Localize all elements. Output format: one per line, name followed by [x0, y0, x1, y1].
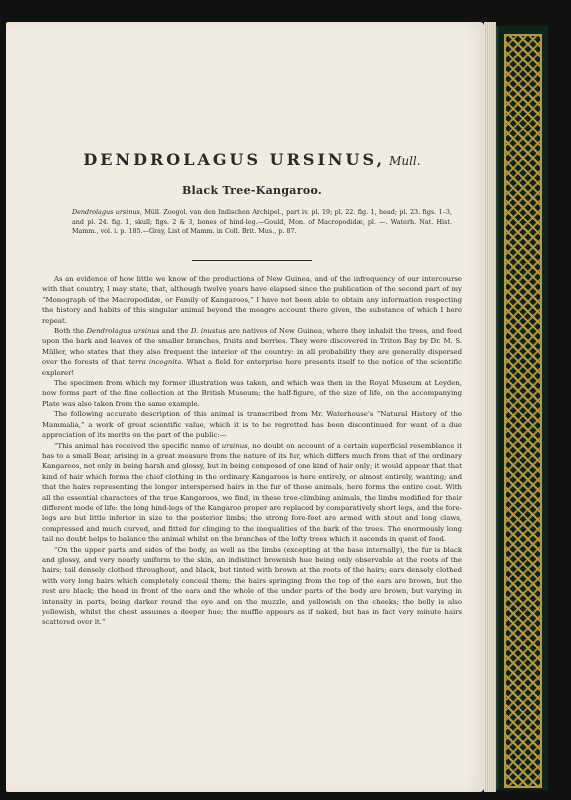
p5-text-a: “This animal has received the specific name of	[54, 441, 222, 450]
species-name: DENDROLAGUS URSINUS,	[83, 150, 386, 169]
p2-text-c: are natives of New Guinea, where they inhabit the trees, and feed upon the bark and leaves of the smaller branches, fruits and berries. They were discovered in Triton Bay by Dr. M. S. Müller, who states that they also frequent the interior of the country: in all probability they are generally dispersed over the forests of that	[42, 327, 462, 367]
book-page	[6, 22, 484, 792]
p5-ursinus: ursinus	[221, 441, 248, 450]
p2-species-2: D. inustus	[190, 327, 227, 336]
p2-text-d: . What a field for enterprise here presents itself to the notice of the scientific explorer!	[42, 358, 462, 377]
paragraph-4: The following accurate description of this animal is transcribed from Mr. Waterhouse's “Natural History of the Mammalia,” a work of great scientific value, which it is to be regretted has been discontinued for want of a due appreciation of its merits on the part of the public:—	[42, 410, 462, 440]
synonymy-text: Müll. Zoogol. van den Indischen Archipel., part iv. pl. 19; pl. 22. fig. 1, head; pl. 23. figs. 1–3, and pl. 24. fig. 1, skull; figs. 2 & 3, bones of hind-leg.—Gould, Mon. of Macropodidæ, pl. —. Waterh. Nat. Hist. Mamm., vol. i. p. 185.—Gray, List of Mamm. in Coll. Brit. Mus., p. 87.	[72, 208, 452, 236]
species-authority: Mull.	[389, 154, 421, 168]
body-text	[42, 274, 462, 628]
p2-text-a: Both the	[54, 327, 87, 336]
p2-terra-incognita: terra incognita	[128, 358, 182, 367]
page-content	[42, 22, 462, 792]
gilt-border-ornament	[504, 34, 542, 788]
page-stack-edge	[484, 22, 496, 792]
p2-text-b: and the	[159, 327, 191, 336]
divider-rule	[192, 260, 312, 261]
p2-species-1: Dendrolagus ursinus	[86, 327, 160, 336]
paragraph-1: As an evidence of how little we know of the productions of New Guinea, and of the infrequency of our intercourse with that country, I may state, that, although twelve years have elapsed since the publication of the second part of my “Monograph of the Macropodidæ, or Family of Kangaroos,” I have not been able to obtain any information respecting the history and habits of this singular animal beyond the meagre account there given, the substance of which I here repeat.	[42, 275, 462, 325]
species-title	[42, 150, 462, 169]
book-cover-edge	[496, 26, 548, 790]
common-name: Black Tree-Kangaroo.	[181, 184, 323, 197]
paragraph-3: The specimen from which my former illustration was taken, and which was then in the Royal Museum at Leyden, now forms part of the fine collection at the British Museum; the half-figure, of the size of life, on the accompanying Plate was also taken from the same example.	[42, 379, 462, 408]
paragraph-6: “On the upper parts and sides of the body, as well as the limbs (excepting at the base internally), the fur is black and glossy, and very nearly uniform to the skin, an indistinct brownish hue being only observable at the roots of the hairs; tail densely clothed throughout, and black, but tinted with brown at the roots of the hairs; ears densely clothed with very long hairs which completely conceal them; the hairs springing from the top of the ears are brown, but the rest are black; the head in front of the ears and the whole of the under parts of the body are brown, but varying in intensity in parts, being darker round the eye and on the muzzle, and yellowish on the cheeks; the belly is also yellowish, whilst the chest assumes a deeper hue; the muffle appears as if naked, but has in fact very minute hairs scattered over it.”	[42, 545, 462, 627]
synonymy-block	[72, 208, 452, 237]
paragraph-5	[42, 441, 462, 545]
synonymy-name: Dendrolagus ursinus,	[72, 208, 142, 216]
paragraph-2	[42, 326, 462, 378]
p5-text-b: , no doubt on account of a certain superficial resemblance it has to a small Bear, arising in a great measure from the nature of its fur, which differs much from that of the ordinary Kangaroos, not only in being harsh and glossy, but in being composed of one kind of hair only; it would appear that that kind of hair which forms the chief clothing in the ordinary Kangaroos is here entirely, or almost entirely, wanting; and that the hairs representing the longer interspersed hairs in the fur of those animals, here forms the entire coat. With all the essential characters of the true Kangaroos, we find, in these tree-climbing animals, the limbs modified for their different mode of life: the long hind-legs of the Kangaroo proper are replaced by comparatively short legs, and the fore-legs are but little inferior in size to the posterior limbs; the strong fore-feet are armed with stout and long claws, compressed and much curved, and fitted for clinging to the inequalities of the bark of the trees. The enormously long tail no doubt helps to balance the animal whilst on the branches of the lofty trees which it ascends in quest of food.	[42, 441, 462, 544]
